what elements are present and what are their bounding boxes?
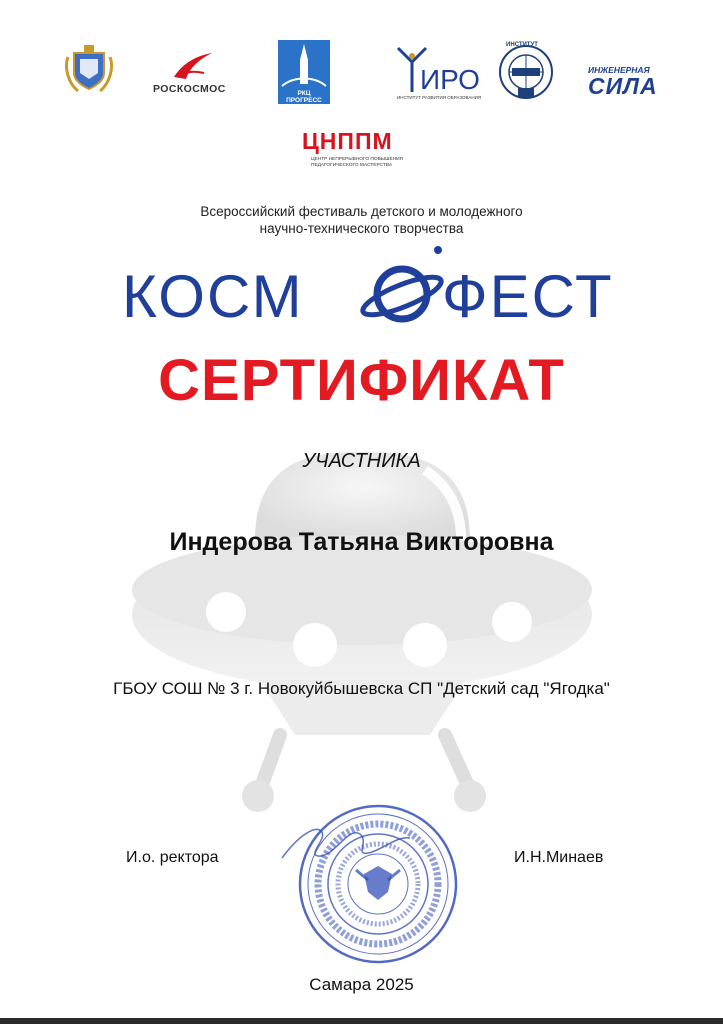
planet-icon xyxy=(358,244,448,339)
festival-subtitle xyxy=(0,203,723,237)
signer-name: И.Н.Минаев xyxy=(514,849,604,866)
institute-logo-icon xyxy=(498,42,554,102)
festival-name-right: ФЕСТ xyxy=(442,263,614,330)
certificate-title: СЕРТИФИКАТ xyxy=(158,348,565,413)
cnppm-logo: ЦНППМ xyxy=(302,128,393,154)
recipient-name: Индерова Татьяна Викторовна xyxy=(169,528,554,556)
subtitle-line-1: Всероссийский фестиваль детского и молодежного xyxy=(200,204,523,219)
bottom-edge-bar xyxy=(0,1018,723,1024)
institute-label: ИНСТИТУТ xyxy=(506,42,538,48)
roscosmos-label: РОСКОСМОС xyxy=(153,83,226,95)
official-seal-stamp xyxy=(278,796,468,966)
sila-top-label: ИНЖЕНЕРНАЯ xyxy=(588,65,650,75)
organization-name: ГБОУ СОШ № 3 г. Новокуйбышевска СП "Детский сад "Ягодка" xyxy=(113,679,610,698)
signer-role: И.о. ректора xyxy=(126,849,219,866)
cnppm-sub-label: ЦЕНТР НЕПРЕРЫВНОГО ПОВЫШЕНИЯ ПЕДАГОГИЧЕСКОГО МАСТЕРСТВА xyxy=(311,157,404,168)
roscosmos-logo-icon xyxy=(170,51,214,81)
iro-sub-label: ИНСТИТУТ РАЗВИТИЯ ОБРАЗОВАНИЯ xyxy=(397,95,482,100)
samara-coat-of-arms-icon xyxy=(62,39,116,95)
subtitle-line-2: научно-технического творчества xyxy=(259,221,464,236)
progress-label: РКЦ ПРОГРЕСС xyxy=(286,90,322,104)
city-year: Самара 2025 xyxy=(309,975,414,994)
sila-main-label: СИЛА xyxy=(588,73,658,99)
participant-label: УЧАСТНИКА xyxy=(302,450,421,472)
iro-label: ИРО xyxy=(420,64,480,95)
festival-name xyxy=(0,262,723,332)
festival-name-left: КОСМ xyxy=(122,263,304,330)
